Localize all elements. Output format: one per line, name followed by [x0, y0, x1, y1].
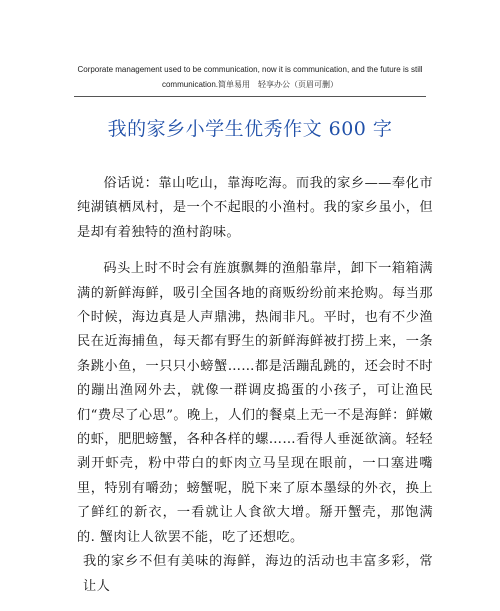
document-title: 我的家乡小学生优秀作文 600 字 — [107, 118, 393, 140]
paragraph-1: 俗话说：靠山吃山，靠海吃海。而我的家乡——奉化市纯湖镇栖凤村，是一个不起眼的小渔村。我的家乡虽小，但是却有着独特的渔村韵味。 — [77, 176, 433, 240]
document-body — [77, 172, 433, 611]
paragraph-2: 码头上时不时会有旌旗飘舞的渔船靠岸，卸下一箱箱满满的新鲜海鲜，吸引全国各地的商贩纷纷前来抢购。每当那个时候，海边真是人声鼎沸，热闹非凡。平时，也有不少渔民在近海捕鱼，每天都有野生的新鲜海鲜被打捞上来，一条条跳小鱼，一只只小螃蟹……都是活蹦乱跳的，还会时不时的蹦出渔网外去，就像一群调皮捣蛋的小孩子，可让渔民们“费尽了心思”。晚上，人们的餐桌上无一不是海鲜：鲜嫩的虾，肥肥螃蟹，各种各样的螺……看得人垂涎欲滴。轻轻剥开虾壳，粉中带白的虾肉立马呈现在眼前，一口塞进嘴里，特别有嚼劲；螃蟹呢，脱下来了原本墨绿的外衣，换上了鲜红的新衣，一看就让人食欲大增。掰开蟹壳，那饱满的. 蟹肉让人欲罢不能，吃了还想吃。 — [77, 261, 433, 545]
paragraph-3: 我的家乡不但有美味的海鲜，海边的活动也丰富多彩，常让人 — [83, 554, 433, 594]
header-line-1: Corporate management used to be communication, now it is communication, and the future is still — [77, 65, 423, 74]
header-line-2: communication.简单易用 轻享办公（页眉可删） — [161, 80, 339, 89]
header-divider — [74, 96, 426, 97]
page-header — [40, 62, 460, 92]
